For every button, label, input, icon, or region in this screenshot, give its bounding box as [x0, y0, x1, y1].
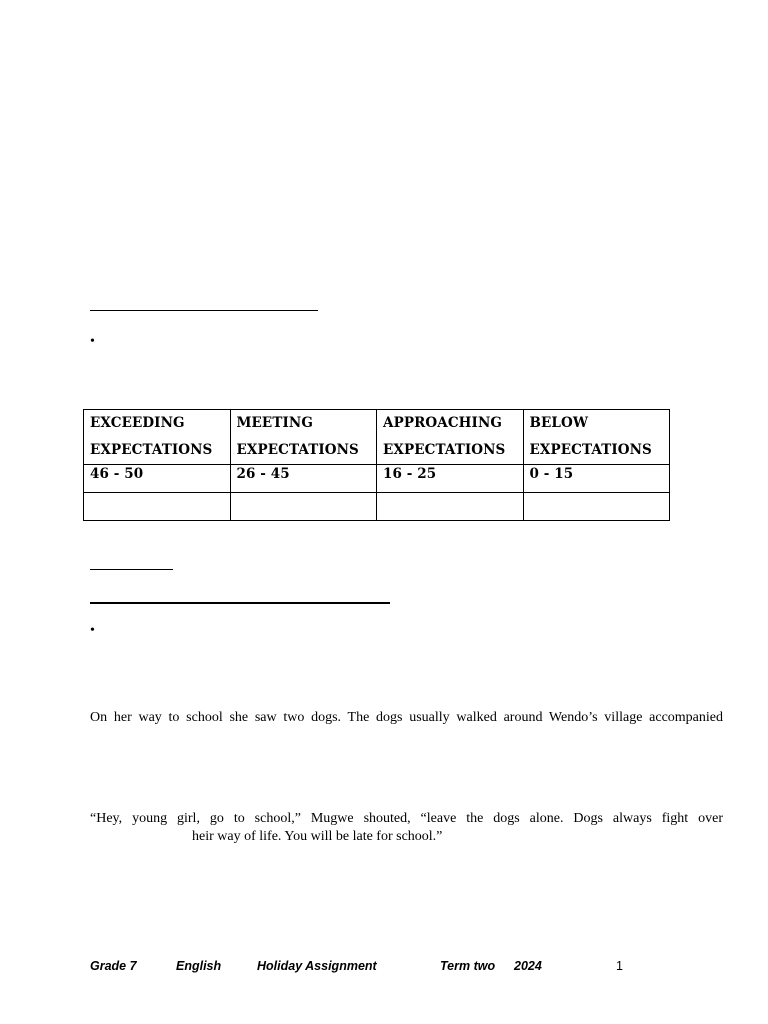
rubric-range-meeting: 26 - 45 — [230, 465, 377, 493]
rubric-header-line2: EXPECTATIONS — [529, 442, 652, 458]
passage-quote-line-1: “Hey, young girl, go to school,” Mugwe shouted, “leave the dogs alone. Dogs always fight over — [90, 811, 723, 826]
rubric-range-below: 0 - 15 — [523, 465, 670, 493]
rubric-range-row — [84, 465, 670, 493]
rubric-score-cell-meeting[interactable] — [230, 493, 377, 521]
footer-term: Term two — [440, 959, 496, 973]
rubric-table — [83, 409, 670, 521]
passage-line-1: On her way to school she saw two dogs. The dogs usually walked around Wendo’s village accompanied — [90, 710, 723, 725]
rubric-header-below — [523, 410, 670, 465]
rubric-header-line1: EXCEEDING — [90, 415, 185, 431]
rubric-score-row — [84, 493, 670, 521]
footer-page-number: 1 — [616, 959, 623, 973]
rubric-score-cell-below[interactable] — [523, 493, 670, 521]
rubric-header-line1: BELOW — [529, 415, 589, 431]
footer-assignment: Holiday Assignment — [257, 959, 377, 973]
rubric-score-cell-approaching[interactable] — [377, 493, 524, 521]
section-rule-long — [90, 602, 390, 604]
rubric-header-exceeding — [84, 410, 231, 465]
rubric-header-line1: APPROACHING — [383, 415, 503, 431]
rubric-header-line2: EXPECTATIONS — [383, 442, 506, 458]
rubric-score-cell-exceeding[interactable] — [84, 493, 231, 521]
rubric-header-approaching — [377, 410, 524, 465]
rubric-header-line2: EXPECTATIONS — [236, 442, 359, 458]
rubric-header-line2: EXPECTATIONS — [90, 442, 213, 458]
bullet-point-1: • — [90, 334, 95, 349]
bullet-point-2: • — [90, 623, 95, 638]
section-rule-top — [90, 310, 318, 311]
rubric-header-row — [84, 410, 670, 465]
section-rule-short — [90, 569, 173, 570]
footer-subject: English — [176, 959, 222, 973]
rubric-header-line1: MEETING — [236, 415, 313, 431]
rubric-range-exceeding: 46 - 50 — [84, 465, 231, 493]
footer-year: 2024 — [514, 959, 542, 973]
footer-grade: Grade 7 — [90, 959, 137, 973]
rubric-header-meeting — [230, 410, 377, 465]
passage-quote-line-2: heir way of life. You will be late for school.” — [192, 829, 443, 844]
rubric-range-approaching: 16 - 25 — [377, 465, 524, 493]
